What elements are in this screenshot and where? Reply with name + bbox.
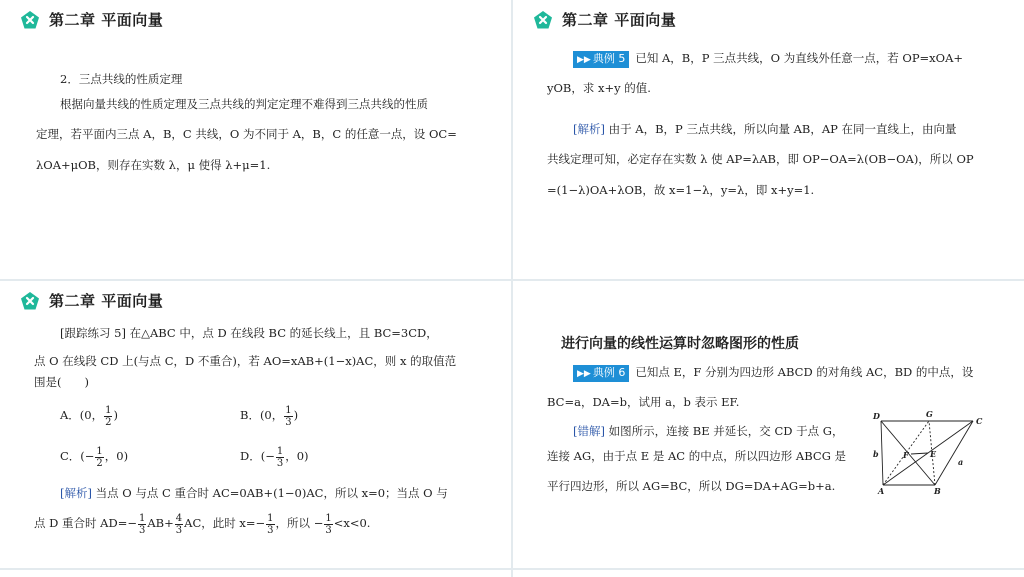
segment-fe <box>911 453 928 454</box>
example-tag-label: 典例 6 <box>592 366 626 379</box>
text-line: 由于 A，B，P 三点共线，所以向量 AB，AP 在同一直线上，由向量 <box>608 122 957 136</box>
quadrilateral-diagram <box>871 407 997 495</box>
numerator: 1 <box>276 445 284 457</box>
option-label: D．(− <box>240 449 275 463</box>
denominator: 3 <box>175 524 183 536</box>
text-line: 已知 A，B，P 三点共线，O 为直线外任意一点，若 OP=xOA+ <box>635 51 964 65</box>
label-c: C <box>976 416 983 426</box>
chapter-header <box>533 9 676 30</box>
fraction <box>95 446 103 469</box>
example-tag <box>573 365 629 382</box>
example-tag-label: 典例 5 <box>592 52 626 65</box>
label-a: A <box>878 486 885 495</box>
option-c[interactable] <box>60 444 128 469</box>
example-tag <box>573 51 629 68</box>
analysis-line <box>573 121 957 137</box>
paren: ) <box>113 408 118 422</box>
text-line: =(1−λ)OA+λOB，故 x=1−λ，y=λ，即 x+y=1. <box>547 183 815 197</box>
slide-panel-1[interactable] <box>0 0 511 279</box>
chapter-header <box>20 290 163 311</box>
denominator: 2 <box>96 457 103 469</box>
text-line: yOB，求 x+y 的值. <box>547 81 651 95</box>
numerator: 1 <box>96 445 103 457</box>
text-line: 如图所示，连接 BE 并延长，交 CD 于点 G， <box>608 424 844 438</box>
text-line: 平行四边形，所以 AG=BC，所以 DG=DA+AG=b+a. <box>547 479 836 493</box>
text-line: 根据向量共线的性质定理及三点共线的判定定理不难得到三点共线的性质 <box>60 97 428 111</box>
error-label: [错解] <box>573 424 605 438</box>
text-line: λOA+μOB，则存在实数 λ，μ 使得 λ+μ=1. <box>36 158 271 172</box>
text-line: [跟踪练习 5] 在△ABC 中，点 D 在线段 BC 的延长线上，且 BC=3CD， <box>60 326 438 340</box>
error-line <box>573 423 843 439</box>
analysis-label: [解析] <box>60 486 92 500</box>
label-f: F <box>903 450 909 460</box>
chapter-title: 第二章 平面向量 <box>49 292 164 310</box>
fraction <box>276 446 284 469</box>
numerator: 1 <box>267 512 274 524</box>
paren: ) <box>293 408 299 422</box>
label-b: B <box>934 486 941 495</box>
option-label: B．(0， <box>240 408 284 422</box>
denominator: 3 <box>138 524 146 536</box>
label-a-vector: a <box>958 457 964 467</box>
text-line: 已知点 E，F 分别为四边形 ABCD 的对角线 AC，BD 的中点，设 <box>635 365 974 379</box>
numerator: 1 <box>325 512 332 524</box>
numerator: 1 <box>138 512 146 524</box>
text-part: <x<0. <box>333 516 371 530</box>
label-g: G <box>926 409 933 419</box>
fraction <box>266 513 274 536</box>
chapter-title: 第二章 平面向量 <box>49 11 164 29</box>
fraction <box>324 513 332 536</box>
divider <box>511 570 513 577</box>
pentagon-x-icon <box>533 10 553 30</box>
text-line: 点 O 在线段 CD 上(与点 C，D 不重合)，若 AO=xAB+(1−x)AC，则 x 的取值范 <box>34 354 457 368</box>
slide-panel-3[interactable] <box>0 281 511 568</box>
denominator: 3 <box>276 457 284 469</box>
text-part: 点 D 重合时 AD=− <box>34 516 137 530</box>
denominator: 2 <box>105 416 112 428</box>
double-arrow-icon: ▶▶ <box>577 369 591 379</box>
fraction <box>138 513 146 536</box>
numerator: 4 <box>175 512 183 524</box>
fraction <box>175 513 183 536</box>
denominator: 3 <box>267 524 274 536</box>
text-line: 当点 O 与点 C 重合时 AC=0AB+(1−0)AC，所以 x=0；当点 O 与 <box>95 486 448 500</box>
fraction <box>104 405 112 428</box>
denominator: 3 <box>325 524 332 536</box>
option-b[interactable] <box>240 403 298 428</box>
analysis-line <box>60 485 448 501</box>
edge-bc <box>935 421 973 485</box>
slide-panel-2[interactable] <box>513 0 1024 279</box>
numerator: 1 <box>285 404 292 416</box>
paren: ，0) <box>285 449 309 463</box>
paren: ，0) <box>104 449 129 463</box>
option-d[interactable] <box>240 444 309 469</box>
option-label: C．(− <box>60 449 95 463</box>
example-line <box>573 364 973 382</box>
numerator: 1 <box>105 404 112 416</box>
analysis-label: [解析] <box>573 122 605 136</box>
text-part: AC，此时 x=− <box>184 516 266 530</box>
option-label: A．(0， <box>60 408 104 422</box>
text-part: AB+ <box>147 516 174 530</box>
label-b-vector: b <box>873 449 879 459</box>
analysis-line-fractions <box>34 511 370 536</box>
section-title: 进行向量的线性运算时忽略图形的性质 <box>561 336 799 352</box>
text-line: 定理，若平面内三点 A，B，C 共线，O 为不同于 A，B，C 的任意一点，设 OC= <box>36 127 457 141</box>
text-line: BC=a，DA=b，试用 a，b 表示 EF. <box>547 395 740 409</box>
label-e: E <box>930 449 937 459</box>
chapter-header <box>20 9 163 30</box>
pentagon-x-icon <box>20 10 40 30</box>
text-line: 共线定理可知，必定存在实数 λ 使 AP=λAB，即 OP−OA=λ(OB−OA)，所以 OP <box>547 152 974 166</box>
theorem-heading: 2．三点共线的性质定理 <box>60 72 183 86</box>
example-line <box>573 50 963 68</box>
chapter-title: 第二章 平面向量 <box>562 11 677 29</box>
text-line: 连接 AG，由于点 E 是 AC 的中点，所以四边形 ABCG 是 <box>547 449 847 463</box>
fraction <box>284 405 292 428</box>
denominator: 3 <box>285 416 292 428</box>
label-d: D <box>873 411 880 421</box>
double-arrow-icon: ▶▶ <box>577 55 591 65</box>
slide-panel-4[interactable] <box>513 281 1024 568</box>
next-slides-strip <box>0 570 1024 577</box>
edge-da <box>881 421 883 485</box>
text-part: ，所以 − <box>275 516 324 530</box>
text-line: 围是( ) <box>34 375 89 389</box>
pentagon-x-icon <box>20 291 40 311</box>
option-a[interactable] <box>60 403 118 428</box>
